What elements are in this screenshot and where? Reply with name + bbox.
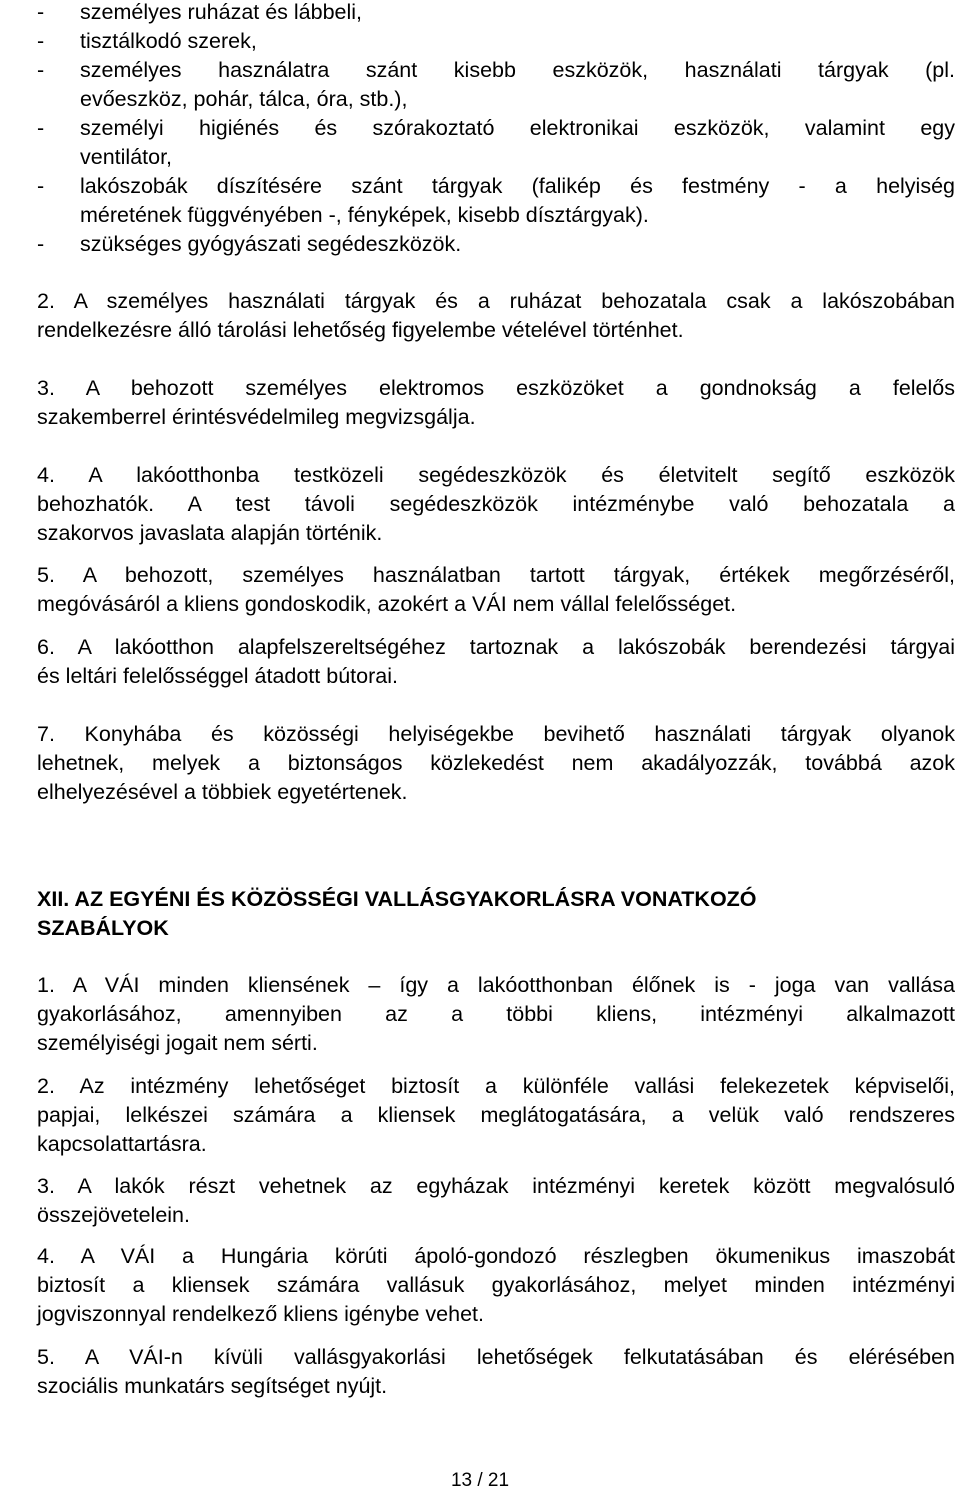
- paragraph-line: és leltári felelősséggel átadott bútorai.: [37, 664, 398, 688]
- paragraph-line: szociális munkatárs segítséget nyújt.: [37, 1374, 388, 1398]
- paragraph-line: 4. A lakóotthonba testközeli segédeszközök és életvitelt segítő eszközök: [37, 463, 955, 487]
- paragraph-line: biztosít a kliensek számára vallásuk gyakorlásához, melyet minden intézményi: [37, 1273, 955, 1297]
- list-item: személyi higiénés és szórakoztató elektronikai eszközök, valamint egy: [80, 116, 955, 140]
- list-dash: -: [37, 0, 45, 24]
- list-item: lakószobák díszítésére szánt tárgyak (falikép és festmény - a helyiség: [80, 174, 955, 198]
- paragraph-line: 3. A lakók részt vehetnek az egyházak intézményi keretek között megvalósuló: [37, 1174, 955, 1198]
- paragraph-line: személyiségi jogait nem sérti.: [37, 1031, 318, 1055]
- paragraph-line: 6. A lakóotthon alapfelszereltségéhez tartoznak a lakószobák berendezési tárgyai: [37, 635, 955, 659]
- paragraph-line: 1. A VÁI minden kliensének – így a lakóotthonban élőnek is - joga van vallása: [37, 973, 955, 997]
- paragraph-line: gyakorlásához, amennyiben az a többi kliens, intézményi alkalmazott: [37, 1002, 955, 1026]
- list-item: tisztálkodó szerek,: [80, 29, 257, 53]
- list-dash: -: [37, 116, 45, 140]
- paragraph-line: papjai, lelkészei számára a kliensek meglátogatására, a velük való rendszeres: [37, 1103, 955, 1127]
- paragraph-line: lehetnek, melyek a biztonságos közlekedést nem akadályozzák, továbbá azok: [37, 751, 955, 775]
- paragraph-line: elhelyezésével a többiek egyetértenek.: [37, 780, 408, 804]
- list-item: szükséges gyógyászati segédeszközök.: [80, 232, 462, 256]
- section-heading: XII. AZ EGYÉNI ÉS KÖZÖSSÉGI VALLÁSGYAKORLÁSRA VONATKOZÓ: [37, 887, 757, 911]
- paragraph-line: 5. A VÁI-n kívüli vallásgyakorlási lehetőségek felkutatásában és elérésében: [37, 1345, 955, 1369]
- list-dash: -: [37, 58, 45, 82]
- list-dash: -: [37, 174, 45, 198]
- paragraph-line: 5. A behozott, személyes használatban tartott tárgyak, értékek megőrzéséről,: [37, 563, 955, 587]
- paragraph-line: jogviszonnyal rendelkező kliens igénybe vehet.: [37, 1302, 484, 1326]
- list-item-continuation: ventilátor,: [80, 145, 173, 169]
- list-item-continuation: evőeszköz, pohár, tálca, óra, stb.),: [80, 87, 408, 111]
- paragraph-line: szakemberrel érintésvédelmileg megvizsgálja.: [37, 405, 476, 429]
- list-item: személyes használatra szánt kisebb eszközök, használati tárgyak (pl.: [80, 58, 955, 82]
- section-heading: SZABÁLYOK: [37, 916, 169, 940]
- paragraph-line: szakorvos javaslata alapján történik.: [37, 521, 383, 545]
- paragraph-line: 2. Az intézmény lehetőséget biztosít a különféle vallási felekezetek képviselői,: [37, 1074, 955, 1098]
- paragraph-line: kapcsolattartásra.: [37, 1132, 207, 1156]
- paragraph-line: összejövetelein.: [37, 1203, 190, 1227]
- list-dash: -: [37, 29, 45, 53]
- list-item-continuation: méretének függvényében -, fényképek, kisebb dísztárgyak).: [80, 203, 649, 227]
- paragraph-line: 2. A személyes használati tárgyak és a ruházat behozatala csak a lakószobában: [37, 289, 955, 313]
- page-number: 13 / 21: [450, 1470, 510, 1491]
- list-dash: -: [37, 232, 45, 256]
- paragraph-line: megóvásáról a kliens gondoskodik, azokért a VÁI nem vállal felelősséget.: [37, 592, 737, 616]
- list-item: személyes ruházat és lábbeli,: [80, 0, 363, 24]
- paragraph-line: 4. A VÁI a Hungária körúti ápoló-gondozó részlegben ökumenikus imaszobát: [37, 1244, 955, 1268]
- paragraph-line: 7. Konyhába és közösségi helyiségekbe bevihető használati tárgyak olyanok: [37, 722, 955, 746]
- paragraph-line: behozhatók. A test távoli segédeszközök intézménybe való behozatala a: [37, 492, 955, 516]
- paragraph-line: rendelkezésre álló tárolási lehetőség figyelembe vételével történhet.: [37, 318, 684, 342]
- paragraph-line: 3. A behozott személyes elektromos eszközöket a gondnokság a felelős: [37, 376, 955, 400]
